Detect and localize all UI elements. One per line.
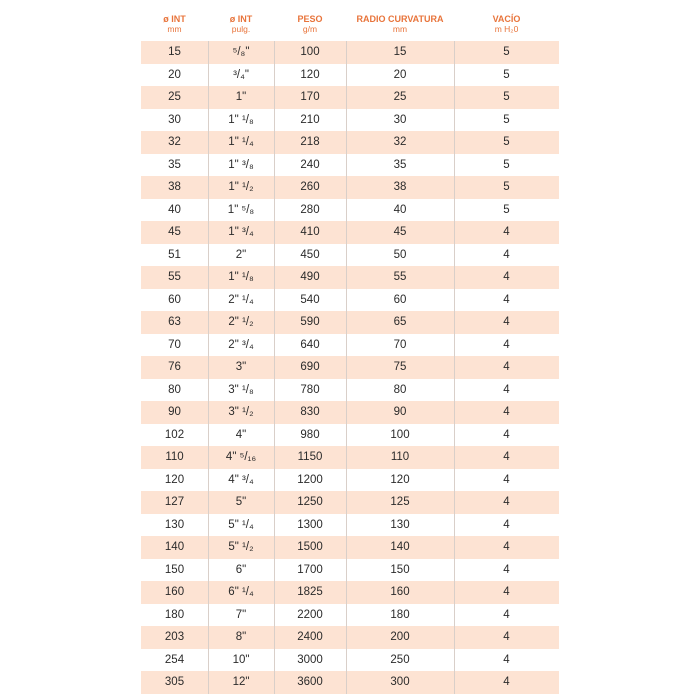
- cell-diameter-inch: 1" ¹/₈: [228, 271, 254, 283]
- table-row: [141, 356, 559, 379]
- cell-vacuum: 4: [503, 608, 510, 621]
- cell-diameter-inch: 2" ¹/₄: [228, 293, 254, 306]
- cell-vacuum: 5: [503, 68, 510, 81]
- cell-diameter-inch: 6": [235, 563, 247, 576]
- header-title: ø INT: [229, 14, 253, 24]
- cell-diameter-mm: 15: [168, 46, 181, 58]
- cell-diameter-inch: 1" ¹/₂: [228, 181, 254, 193]
- cell-vacuum: 4: [503, 248, 510, 261]
- column-divider: [346, 41, 347, 694]
- header-title: PESO: [297, 14, 323, 24]
- cell-diameter-inch: 4" ⁵/₁₆: [225, 451, 257, 463]
- cell-weight: 1200: [297, 473, 323, 486]
- cell-diameter-mm: 90: [168, 406, 181, 418]
- column-divider: [208, 41, 209, 694]
- table-row: [141, 581, 559, 604]
- cell-weight: 2400: [297, 631, 323, 643]
- table-row: [141, 469, 559, 492]
- cell-bend-radius: 100: [390, 428, 410, 441]
- cell-bend-radius: 300: [390, 676, 410, 688]
- cell-diameter-mm: 35: [168, 158, 181, 171]
- header-title: ø INT: [163, 14, 186, 24]
- cell-vacuum: 4: [503, 518, 510, 531]
- cell-diameter-inch: 1" ³/₈: [228, 158, 254, 171]
- cell-diameter-mm: 127: [164, 496, 185, 508]
- cell-weight: 780: [300, 383, 320, 396]
- cell-weight: 690: [300, 361, 320, 373]
- cell-diameter-mm: 140: [164, 541, 185, 553]
- cell-weight: 120: [300, 68, 320, 81]
- header-unit: g/m: [302, 24, 318, 34]
- cell-diameter-mm: 40: [168, 203, 181, 216]
- cell-diameter-mm: 110: [165, 451, 184, 463]
- cell-bend-radius: 120: [390, 473, 410, 486]
- cell-diameter-mm: 25: [168, 91, 181, 103]
- cell-weight: 1500: [297, 541, 323, 553]
- cell-vacuum: 4: [503, 676, 510, 688]
- table-row: [141, 446, 559, 469]
- table-row: [141, 244, 559, 267]
- cell-vacuum: 5: [503, 113, 510, 126]
- cell-weight: 1150: [297, 451, 323, 463]
- cell-vacuum: 4: [503, 653, 510, 666]
- cell-vacuum: 4: [503, 406, 510, 418]
- table-row: [141, 64, 559, 87]
- table-row: [141, 424, 559, 447]
- cell-bend-radius: 32: [393, 136, 407, 148]
- header-unit: m H₂0: [494, 24, 519, 34]
- cell-bend-radius: 90: [393, 406, 407, 418]
- cell-diameter-mm: 20: [168, 68, 181, 81]
- cell-vacuum: 5: [503, 46, 510, 58]
- table-row: [141, 109, 559, 132]
- cell-diameter-mm: 38: [168, 181, 181, 193]
- cell-diameter-inch: 4" ³/₄: [228, 473, 254, 486]
- cell-diameter-inch: 7": [235, 608, 247, 621]
- cell-vacuum: 5: [503, 181, 510, 193]
- cell-diameter-inch: 1" ⁵/₈: [227, 203, 255, 216]
- cell-diameter-mm: 180: [164, 608, 185, 621]
- cell-bend-radius: 75: [393, 361, 407, 373]
- cell-weight: 3000: [297, 653, 323, 666]
- cell-bend-radius: 130: [390, 518, 410, 531]
- cell-weight: 450: [300, 248, 320, 261]
- cell-vacuum: 5: [503, 91, 510, 103]
- cell-bend-radius: 180: [390, 608, 410, 621]
- cell-diameter-mm: 76: [168, 361, 181, 373]
- cell-bend-radius: 25: [393, 91, 407, 103]
- table-row: [141, 311, 559, 334]
- table-row: [141, 626, 559, 649]
- cell-diameter-mm: 51: [168, 248, 181, 261]
- table-row: [141, 221, 559, 244]
- cell-bend-radius: 45: [393, 226, 407, 238]
- cell-bend-radius: 40: [393, 203, 407, 216]
- cell-weight: 1700: [297, 563, 323, 576]
- cell-diameter-mm: 32: [168, 136, 181, 148]
- cell-diameter-inch: 3" ¹/₈: [228, 383, 254, 396]
- cell-weight: 2200: [297, 608, 323, 621]
- header-unit: pulg.: [231, 24, 251, 34]
- table-row: [141, 266, 559, 289]
- cell-diameter-inch: 12": [232, 676, 250, 688]
- cell-diameter-mm: 160: [164, 586, 185, 598]
- header-bend-radius: [346, 14, 454, 34]
- cell-diameter-inch: 3" ¹/₂: [228, 406, 254, 418]
- table-row: [141, 334, 559, 357]
- header-vacuum: [454, 14, 559, 34]
- cell-vacuum: 4: [503, 383, 510, 396]
- cell-vacuum: 4: [503, 586, 510, 598]
- cell-bend-radius: 200: [390, 631, 410, 643]
- cell-diameter-inch: 4": [235, 428, 247, 441]
- cell-diameter-inch: 1": [235, 91, 247, 103]
- cell-bend-radius: 50: [393, 248, 407, 261]
- cell-diameter-mm: 130: [164, 518, 185, 531]
- cell-diameter-mm: 63: [168, 316, 181, 328]
- cell-weight: 980: [300, 428, 320, 441]
- cell-diameter-inch: 5" ¹/₄: [228, 518, 254, 531]
- cell-vacuum: 4: [503, 563, 510, 576]
- cell-diameter-mm: 30: [168, 113, 181, 126]
- cell-bend-radius: 35: [393, 158, 407, 171]
- cell-weight: 1825: [297, 586, 323, 598]
- table-row: [141, 649, 559, 672]
- cell-weight: 240: [300, 158, 320, 171]
- cell-bend-radius: 15: [393, 46, 407, 58]
- cell-diameter-mm: 55: [168, 271, 181, 283]
- cell-bend-radius: 38: [393, 181, 407, 193]
- cell-diameter-inch: 1" ³/₄: [228, 226, 254, 238]
- header-diameter-inch: [208, 14, 274, 34]
- cell-bend-radius: 150: [390, 563, 410, 576]
- cell-weight: 210: [300, 113, 320, 126]
- cell-diameter-mm: 150: [164, 563, 185, 576]
- cell-diameter-mm: 60: [168, 293, 181, 306]
- cell-weight: 280: [300, 203, 320, 216]
- cell-weight: 1250: [297, 496, 323, 508]
- cell-diameter-inch: 8": [235, 631, 247, 643]
- cell-vacuum: 5: [503, 203, 510, 216]
- cell-weight: 1300: [297, 518, 323, 531]
- column-divider: [454, 41, 455, 694]
- cell-weight: 830: [300, 406, 320, 418]
- cell-diameter-mm: 120: [164, 473, 185, 486]
- cell-bend-radius: 250: [390, 653, 410, 666]
- cell-diameter-mm: 203: [164, 631, 185, 643]
- cell-diameter-inch: 3": [235, 361, 247, 373]
- table-row: [141, 604, 559, 627]
- cell-bend-radius: 60: [393, 293, 407, 306]
- cell-bend-radius: 110: [390, 451, 410, 463]
- cell-vacuum: 5: [503, 136, 510, 148]
- table-row: [141, 154, 559, 177]
- header-diameter-mm: [141, 14, 208, 34]
- cell-weight: 170: [300, 91, 320, 103]
- header-title: RADIO CURVATURA: [356, 14, 444, 24]
- cell-bend-radius: 65: [393, 316, 407, 328]
- cell-bend-radius: 125: [390, 496, 410, 508]
- table-row: [141, 379, 559, 402]
- specs-table: [141, 14, 559, 694]
- table-row: [141, 536, 559, 559]
- table-row: [141, 514, 559, 537]
- table-row: [141, 131, 559, 154]
- table-row: [141, 199, 559, 222]
- table-row: [141, 401, 559, 424]
- cell-bend-radius: 70: [393, 338, 407, 351]
- table-row: [141, 86, 559, 109]
- cell-vacuum: 4: [503, 338, 510, 351]
- cell-bend-radius: 55: [393, 271, 407, 283]
- cell-diameter-inch: 6" ¹/₄: [228, 586, 254, 598]
- cell-diameter-inch: 5" ¹/₂: [228, 541, 254, 553]
- table-row: [141, 671, 559, 694]
- cell-vacuum: 4: [503, 473, 510, 486]
- cell-weight: 640: [300, 338, 320, 351]
- cell-diameter-inch: ³/₄": [233, 68, 249, 81]
- cell-vacuum: 4: [503, 496, 510, 508]
- cell-weight: 218: [300, 136, 320, 148]
- cell-diameter-inch: 5": [235, 496, 247, 508]
- cell-vacuum: 4: [503, 451, 510, 463]
- header-unit: mm: [167, 24, 182, 34]
- cell-vacuum: 4: [503, 361, 510, 373]
- cell-diameter-mm: 102: [164, 428, 185, 441]
- cell-diameter-mm: 80: [168, 383, 181, 396]
- table-row: [141, 559, 559, 582]
- cell-vacuum: 4: [503, 226, 510, 238]
- cell-vacuum: 4: [503, 428, 510, 441]
- cell-diameter-inch: 2": [235, 248, 247, 261]
- cell-weight: 540: [300, 293, 320, 306]
- cell-diameter-inch: 10": [232, 653, 250, 666]
- cell-weight: 410: [300, 226, 320, 238]
- cell-diameter-inch: 1" ¹/₈: [228, 113, 254, 126]
- table-row: [141, 41, 559, 64]
- cell-diameter-inch: 2" ³/₄: [228, 338, 254, 351]
- table-row: [141, 289, 559, 312]
- cell-diameter-mm: 305: [164, 676, 185, 688]
- table-row: [141, 491, 559, 514]
- cell-weight: 490: [300, 271, 320, 283]
- column-divider: [274, 41, 275, 694]
- header-weight: [274, 14, 346, 34]
- table-row: [141, 176, 559, 199]
- header-unit: mm: [392, 24, 408, 34]
- cell-vacuum: 4: [503, 271, 510, 283]
- cell-bend-radius: 80: [393, 383, 407, 396]
- cell-diameter-inch: ⁵/₈": [232, 46, 250, 58]
- cell-weight: 590: [300, 316, 320, 328]
- cell-diameter-mm: 254: [164, 653, 185, 666]
- cell-vacuum: 5: [503, 158, 510, 171]
- cell-diameter-inch: 2" ¹/₂: [228, 316, 254, 328]
- cell-weight: 100: [300, 46, 320, 58]
- cell-bend-radius: 30: [393, 113, 407, 126]
- cell-weight: 3600: [297, 676, 323, 688]
- cell-weight: 260: [300, 181, 320, 193]
- cell-vacuum: 4: [503, 293, 510, 306]
- header-title: VACÍO: [492, 14, 521, 24]
- cell-vacuum: 4: [503, 316, 510, 328]
- cell-diameter-mm: 45: [168, 226, 181, 238]
- cell-bend-radius: 140: [390, 541, 410, 553]
- table-header: [141, 14, 559, 41]
- cell-bend-radius: 160: [390, 586, 410, 598]
- cell-vacuum: 4: [503, 541, 510, 553]
- cell-vacuum: 4: [503, 631, 510, 643]
- cell-diameter-inch: 1" ¹/₄: [228, 136, 254, 148]
- cell-diameter-mm: 70: [168, 338, 181, 351]
- cell-bend-radius: 20: [393, 68, 407, 81]
- table-body: [141, 41, 559, 694]
